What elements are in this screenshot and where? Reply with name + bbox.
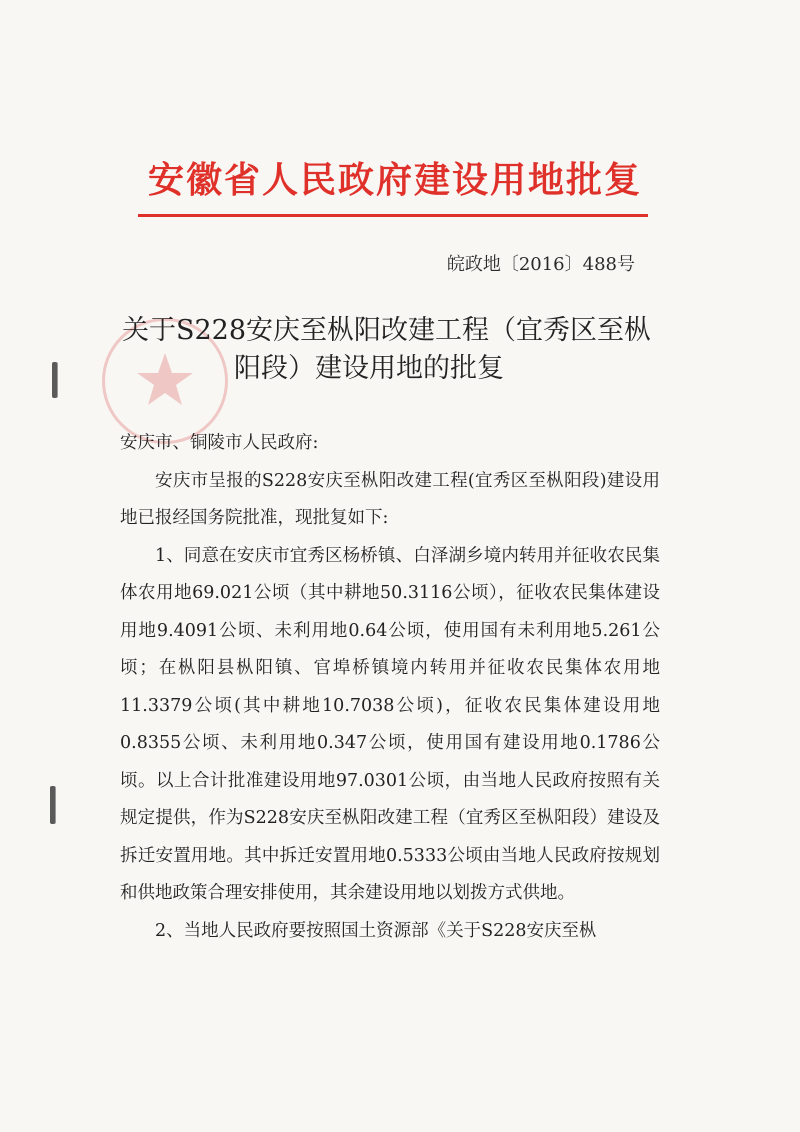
salutation: 安庆市、铜陵市人民政府: xyxy=(120,433,319,453)
document-body xyxy=(120,425,660,950)
staple-top xyxy=(52,362,57,398)
paragraph-intro: 安庆市呈报的S228安庆至枞阳改建工程(宜秀区至枞阳段)建设用地已报经国务院批准，现批复如下: xyxy=(120,470,660,528)
subject-line-1: 关于S228安庆至枞阳改建工程（宜秀区至枞 xyxy=(122,315,652,346)
paragraph-item-1: 1、同意在安庆市宜秀区杨桥镇、白泽湖乡境内转用并征收农民集体农用地69.021公顷（其中耕地50.3116公顷），征收农民集体建设用地9.4091公顷、未利用地0.64公顷，使用国有未利用地5.261公顷；在枞阳县枞阳镇、官埠桥镇境内转用并征收农民集体农用地11.3379公顷(其中耕地10.7038公顷)，征收农民集体建设用地0.8355公顷、未利用地0.347公顷，使用国有建设用地0.1786公顷。以上合计批准建设用地97.0301公顷，由当地人民政府按照有关规定提供，作为S228安庆至枞阳改建工程（宜秀区至枞阳段）建设及拆迁安置用地。其中拆迁安置用地0.5333公顷由当地人民政府按规划和供地政策合理安排使用，其余建设用地以划拨方式供地。 xyxy=(120,545,660,903)
staple-bottom xyxy=(50,786,55,824)
paragraph-item-2: 2、当地人民政府要按照国土资源部《关于S228安庆至枞 xyxy=(155,920,597,941)
document-number: 皖政地〔2016〕488号 xyxy=(446,254,635,275)
document-header-title: 安徽省人民政府建设用地批复 xyxy=(147,160,642,201)
red-header-rule xyxy=(138,214,648,217)
document-subject xyxy=(122,312,662,388)
subject-line-2: 阳段）建设用地的批复 xyxy=(234,353,504,384)
